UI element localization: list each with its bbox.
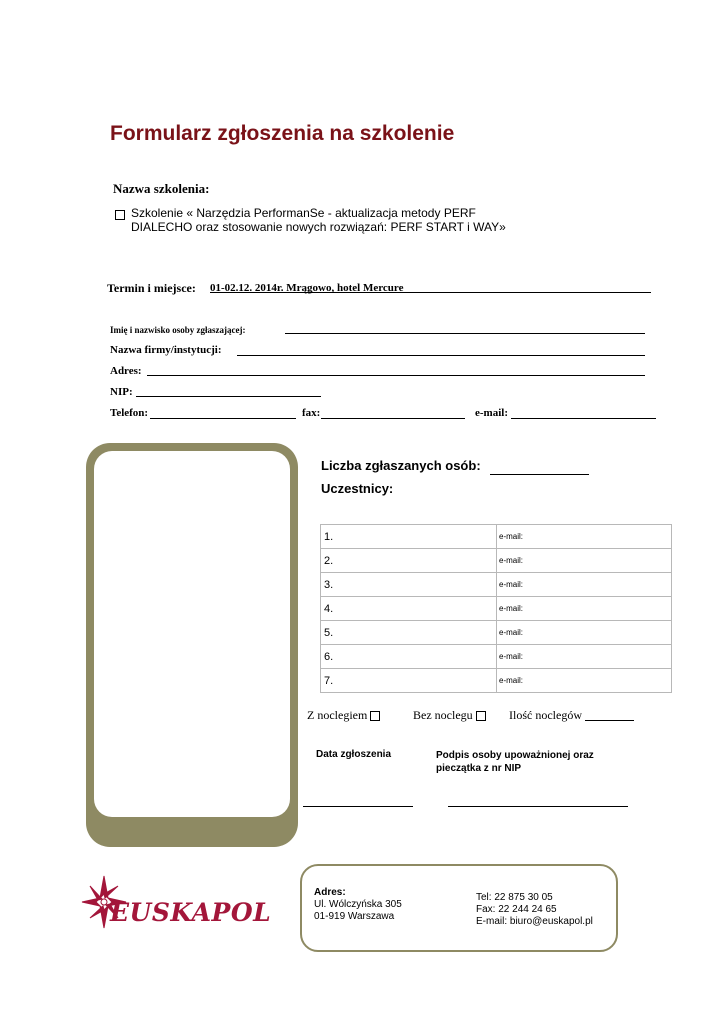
- participant-count-field[interactable]: [490, 474, 589, 475]
- fax-field[interactable]: [321, 418, 465, 419]
- participant-name-cell[interactable]: 4.: [321, 597, 497, 621]
- company-logo: [80, 872, 280, 934]
- participant-row: [321, 669, 672, 693]
- name-field[interactable]: [285, 333, 645, 334]
- participant-row: [321, 597, 672, 621]
- lodging-with-checkbox[interactable]: [370, 711, 380, 721]
- date-label: Data zgłoszenia: [316, 749, 392, 760]
- term-underline: [210, 292, 651, 293]
- participant-row: [321, 621, 672, 645]
- fax-label: fax:: [302, 407, 321, 419]
- training-option-line2: DIALECHO oraz stosowanie nowych rozwiązań: PERF START i WAY»: [131, 220, 506, 234]
- sign-label-line2: pieczątka z nr NIP: [436, 763, 522, 774]
- participant-name-cell[interactable]: 2.: [321, 549, 497, 573]
- lodging-with: [307, 708, 380, 723]
- training-checkbox[interactable]: [115, 206, 125, 224]
- lodging-without: [413, 708, 486, 723]
- address-label: Adres:: [110, 365, 142, 377]
- email-label: e-mail:: [475, 407, 508, 419]
- contact-street: Ul. Wólczyńska 305: [314, 899, 402, 910]
- name-label: Imię i nazwisko osoby zgłaszającej:: [110, 325, 246, 335]
- company-field[interactable]: [237, 355, 645, 356]
- participant-email-cell[interactable]: e-mail:: [497, 549, 672, 573]
- participant-email-cell[interactable]: e-mail:: [497, 573, 672, 597]
- participant-row: [321, 573, 672, 597]
- lodging-without-checkbox[interactable]: [476, 711, 486, 721]
- participants-label: Uczestnicy:: [321, 481, 394, 496]
- lodging-without-label: Bez noclegu: [413, 708, 473, 722]
- participant-name-cell[interactable]: 3.: [321, 573, 497, 597]
- term-label: Termin i miejsce:: [107, 281, 196, 295]
- lodging-with-label: Z noclegiem: [307, 708, 368, 722]
- sign-label-line1: Podpis osoby upoważnionej oraz: [436, 750, 594, 761]
- nip-field[interactable]: [136, 396, 321, 397]
- contact-email: E-mail: biuro@euskapol.pl: [476, 916, 593, 927]
- participant-email-cell[interactable]: e-mail:: [497, 597, 672, 621]
- nip-label: NIP:: [110, 386, 133, 398]
- phone-label: Telefon:: [110, 407, 149, 419]
- email-field[interactable]: [511, 418, 656, 419]
- training-option-line1: Szkolenie « Narzędzia PerformanSe - aktualizacja metody PERF: [131, 206, 476, 220]
- participant-name-cell[interactable]: 6.: [321, 645, 497, 669]
- participant-email-cell[interactable]: e-mail:: [497, 621, 672, 645]
- contact-tel: Tel: 22 875 30 05: [476, 892, 553, 903]
- participants-table: [320, 524, 672, 693]
- participant-email-cell[interactable]: e-mail:: [497, 645, 672, 669]
- participant-name-cell[interactable]: 5.: [321, 621, 497, 645]
- participant-name-cell[interactable]: 1.: [321, 525, 497, 549]
- company-label: Nazwa firmy/instytucji:: [110, 344, 222, 356]
- participant-row: [321, 645, 672, 669]
- signature-field[interactable]: [448, 806, 628, 807]
- participant-email-cell[interactable]: e-mail:: [497, 669, 672, 693]
- lodging-count-label: Ilość noclegów: [509, 708, 582, 722]
- contact-city: 01-919 Warszawa: [314, 911, 395, 922]
- term-value: 01-02.12. 2014r. Mrągowo, hotel Mercure: [210, 282, 404, 294]
- contact-address-heading: Adres:: [314, 887, 346, 898]
- phone-field[interactable]: [150, 418, 296, 419]
- logo-text: EUSKAPOL: [110, 898, 272, 927]
- training-option: [131, 206, 506, 234]
- contact-box: [300, 864, 618, 952]
- date-field[interactable]: [303, 806, 413, 807]
- lodging-count-field[interactable]: [585, 720, 634, 721]
- sign-label: [436, 749, 594, 775]
- participant-email-cell[interactable]: e-mail:: [497, 525, 672, 549]
- participant-name-cell[interactable]: 7.: [321, 669, 497, 693]
- participant-row: [321, 525, 672, 549]
- training-label: Nazwa szkolenia:: [113, 181, 210, 196]
- photo-area: [94, 451, 290, 817]
- participant-count-label: Liczba zgłaszanych osób:: [321, 458, 481, 473]
- participant-row: [321, 549, 672, 573]
- contact-fax: Fax: 22 244 24 65: [476, 904, 557, 915]
- page-title: Formularz zgłoszenia na szkolenie: [110, 122, 455, 145]
- address-field[interactable]: [147, 375, 645, 376]
